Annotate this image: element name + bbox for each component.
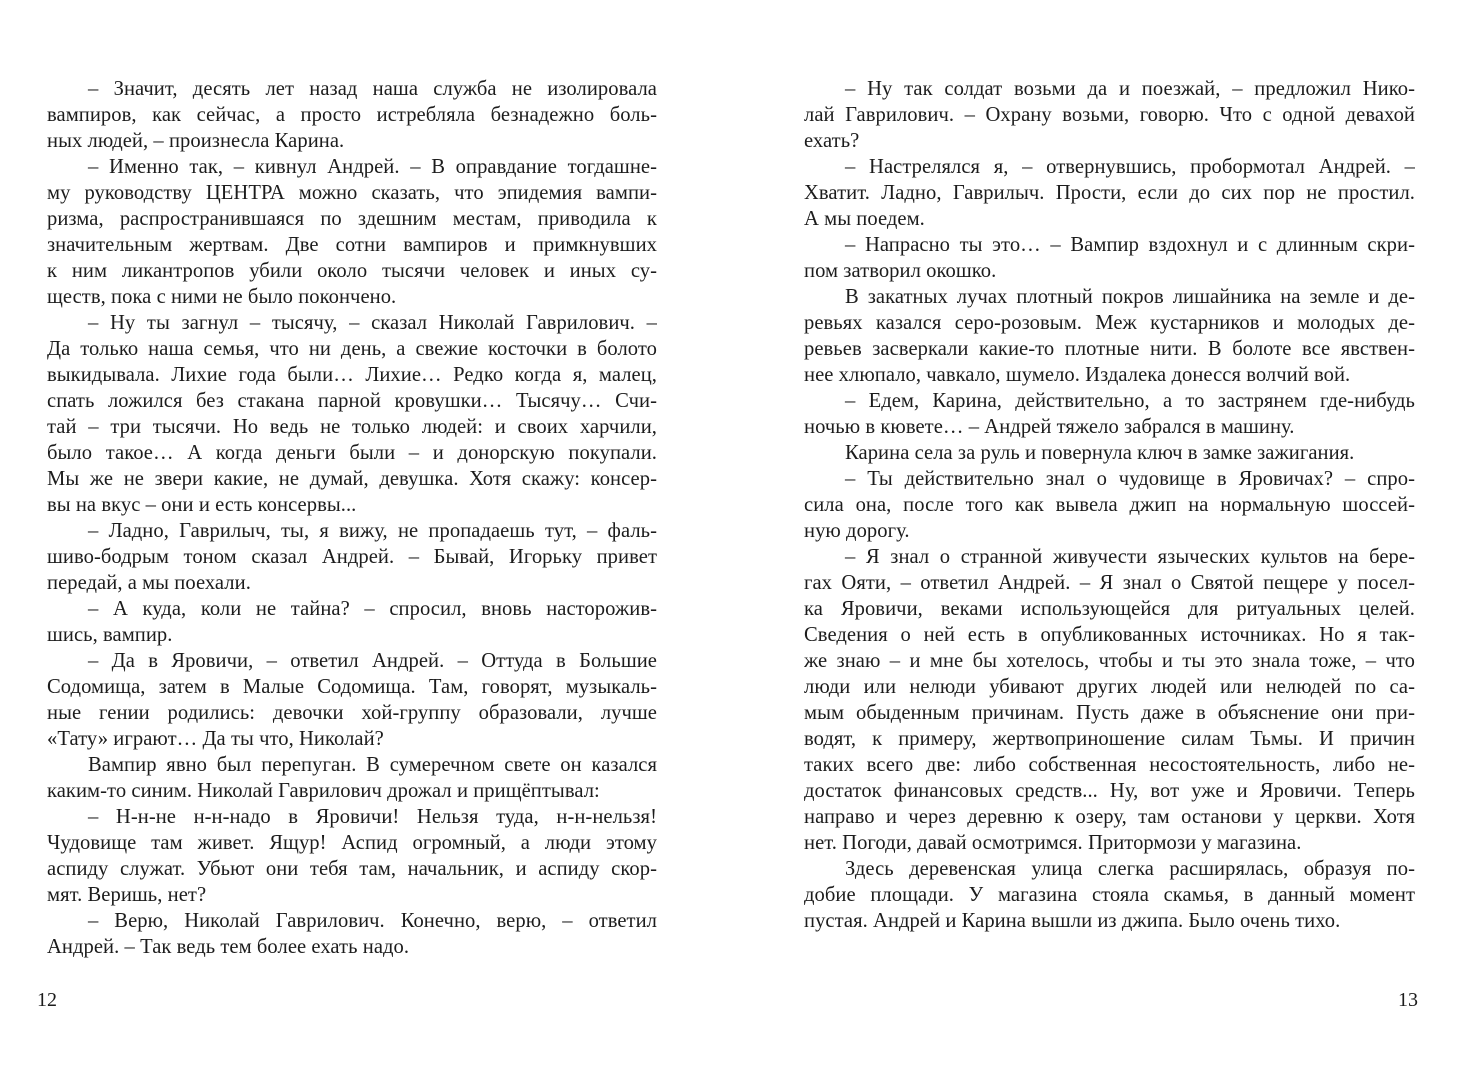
text-line: к ним ликантропов убили около тысячи человек и иных су- [47, 260, 657, 282]
text-line: вампиров, как сейчас, а просто истребляла безнадежно боль- [47, 104, 657, 126]
text-line: – Н-н-не н-н-надо в Яровичи! Нельзя туда, н-н-нельзя! [88, 806, 657, 828]
text-line: шись, вампир. [47, 624, 173, 646]
text-line: ревьях казался серо-розовым. Меж кустарников и молодых де- [804, 312, 1415, 334]
text-line: шиво-бодрым тоном сказал Андрей. – Бывай, Игорьку привет [47, 546, 657, 568]
text-line: – Да в Яровичи, – ответил Андрей. – Оттуда в Большие [88, 650, 657, 672]
text-line: Здесь деревенская улица слегка расширялась, образуя по- [845, 858, 1415, 880]
text-line: вы на вкус – они и есть консервы... [47, 494, 357, 516]
text-line: – Ты действительно знал о чудовище в Яровичах? – спро- [845, 468, 1415, 490]
text-line: водят, к примеру, жертвоприношение силам Тьмы. И причин [804, 728, 1415, 750]
text-line: тай – три тысячи. Но ведь не только людей: и своих харчили, [47, 416, 657, 438]
text-line: – Напрасно ты это… – Вампир вздохнул и с длинным скри- [845, 234, 1415, 256]
text-line: ных людей, – произнесла Карина. [47, 130, 345, 152]
left-page-text [47, 76, 657, 960]
text-line: выкидывала. Лихие года были… Лихие… Редко когда я, малец, [47, 364, 657, 386]
text-line: – Настрелялся я, – отвернувшись, пробормотал Андрей. – [845, 156, 1415, 178]
left-page [0, 0, 733, 1080]
text-line: нет. Погоди, давай осмотримся. Притормози у магазина. [804, 832, 1302, 854]
text-line: «Тату» играют… Да ты что, Николай? [47, 728, 384, 750]
text-line: мят. Веришь, нет? [47, 884, 207, 906]
text-line: – А куда, коли не тайна? – спросил, вновь насторожив- [88, 598, 657, 620]
text-line: му руководству ЦЕНТРА можно сказать, что эпидемия вампи- [47, 182, 657, 204]
text-line: Вампир явно был перепуган. В сумеречном свете он казался [88, 754, 657, 776]
text-line: Мы же не звери какие, не думай, девушка. Хотя скажу: консер- [47, 468, 657, 490]
text-line: – Ладно, Гаврилыч, ты, я вижу, не пропадаешь тут, – фаль- [88, 520, 657, 542]
text-line: – Именно так, – кивнул Андрей. – В оправдание тогдашне- [88, 156, 657, 178]
text-line: – Едем, Карина, действительно, а то застрянем где-нибудь [845, 390, 1415, 412]
text-line: А мы поедем. [804, 208, 925, 230]
right-page-text [804, 76, 1415, 934]
text-line: ревьев засверкали какие-то плотные нити. В болоте все явствен- [804, 338, 1415, 360]
text-line: значительным жертвам. Две сотни вампиров и примкнувших [47, 234, 657, 256]
text-line: ществ, пока с ними не было покончено. [47, 286, 397, 308]
right-page [733, 0, 1467, 1080]
text-line: мым обыденным причинам. Пусть даже в объяснение они при- [804, 702, 1415, 724]
text-line: спать ложился без стакана парной кровушки… Тысячу… Счи- [47, 390, 657, 412]
right-page-number: 13 [1398, 989, 1418, 1011]
text-line: сила она, после того как вывела джип на нормальную шоссей- [804, 494, 1415, 516]
text-line: Чудовище там живет. Ящур! Аспид огромный, а люди этому [47, 832, 657, 854]
text-line: ка Яровичи, веками использующейся для ритуальных целей. [804, 598, 1415, 620]
text-line: Хватит. Ладно, Гаврилыч. Прости, если до сих пор не простил. [804, 182, 1415, 204]
text-line: Андрей. – Так ведь тем более ехать надо. [47, 936, 410, 958]
text-line: Карина села за руль и повернула ключ в замке зажигания. [845, 442, 1355, 464]
text-line: достаток финансовых средств... Ну, вот уже и Яровичи. Теперь [804, 780, 1415, 802]
text-line: Содомища, затем в Малые Содомища. Там, говорят, музыкаль- [47, 676, 657, 698]
text-line: гах Ояти, – ответил Андрей. – Я знал о Святой пещере у посел- [804, 572, 1415, 594]
text-line: пом затворил окошко. [804, 260, 997, 282]
text-line: В закатных лучах плотный покров лишайника на земле и де- [845, 286, 1415, 308]
text-line: – Верю, Николай Гаврилович. Конечно, верю, – ответил [88, 910, 657, 932]
text-line: ехать? [804, 130, 860, 152]
text-line: ризма, распространившаяся по здешним местам, приводила к [47, 208, 657, 230]
text-line: нее хлюпало, чавкало, шумело. Издалека донесся волчий вой. [804, 364, 1351, 386]
text-line: Да только наша семья, что ни день, а свежие косточки в болото [47, 338, 657, 360]
text-line: передай, а мы поехали. [47, 572, 251, 594]
text-line: было такое… А когда деньги были – и донорскую покупали. [47, 442, 657, 464]
text-line: – Значит, десять лет назад наша служба не изолировала [88, 78, 657, 100]
left-page-number: 12 [37, 989, 57, 1011]
text-line: же знаю – и мне бы хотелось, чтобы и ты это знала тоже, – что [804, 650, 1415, 672]
text-line: аспиду служат. Убьют они тебя там, начальник, и аспиду скор- [47, 858, 657, 880]
text-line: люди или нелюди убивают других людей или нелюдей по са- [804, 676, 1415, 698]
text-line: лай Гаврилович. – Охрану возьми, говорю. Что с одной девахой [804, 104, 1415, 126]
text-line: добие площади. У магазина стояла скамья, в данный момент [804, 884, 1415, 906]
text-line: Сведения о ней есть в опубликованных источниках. Но я так- [804, 624, 1415, 646]
text-line: ные гении родились: девочки хой-группу образовали, лучше [47, 702, 657, 724]
text-line: ночью в кювете… – Андрей тяжело забрался в машину. [804, 416, 1295, 438]
text-line: направо и через деревню к озеру, там останови у церкви. Хотя [804, 806, 1415, 828]
text-line: пустая. Андрей и Карина вышли из джипа. Было очень тихо. [804, 910, 1341, 932]
text-line: – Я знал о странной живучести языческих культов на бере- [845, 546, 1415, 568]
text-line: каким-то синим. Николай Гаврилович дрожал и прищёптывал: [47, 780, 600, 802]
text-line: ную дорогу. [804, 520, 910, 542]
text-line: – Ну ты загнул – тысячу, – сказал Николай Гаврилович. – [88, 312, 657, 334]
text-line: таких всего две: либо собственная несостоятельность, либо не- [804, 754, 1415, 776]
text-line: – Ну так солдат возьми да и поезжай, – предложил Нико- [845, 78, 1415, 100]
